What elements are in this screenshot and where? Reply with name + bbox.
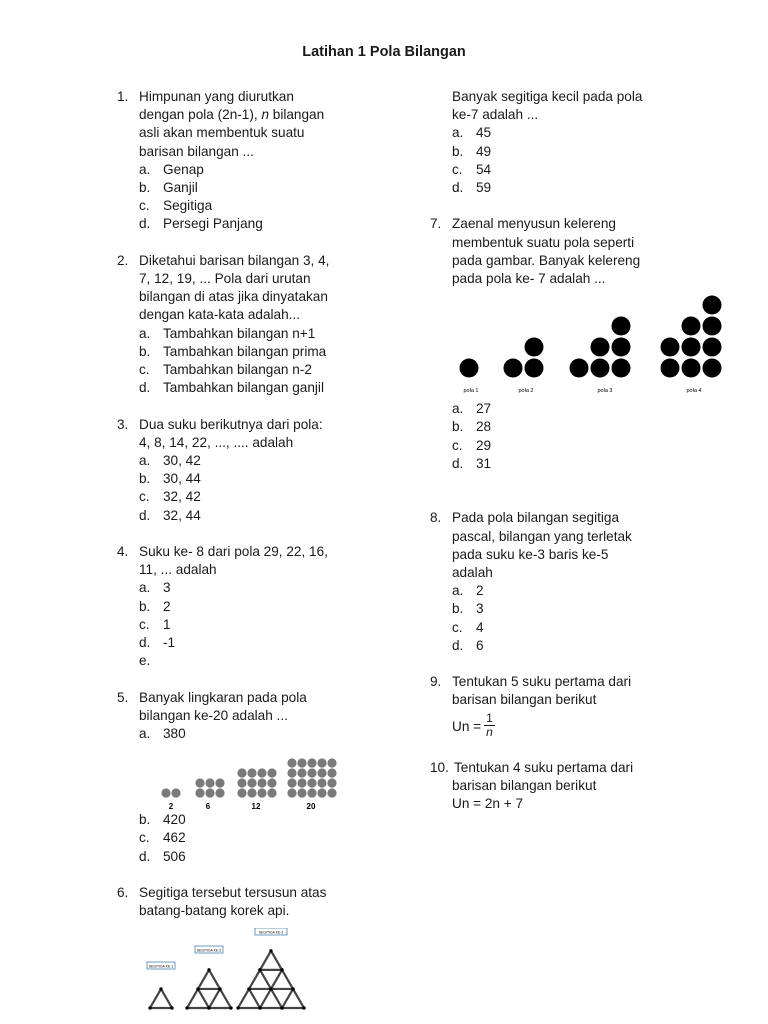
question-text: 7, 12, 19, ... Pola dari urutan <box>139 271 311 287</box>
option: c. 462 <box>139 830 186 846</box>
matchstick-triangle-figure <box>117 920 407 1004</box>
pattern-circle <box>205 789 214 798</box>
pattern-circle <box>327 769 336 778</box>
marble <box>504 359 523 378</box>
marble <box>612 338 631 357</box>
figure-label: 2 <box>168 802 174 812</box>
option: d. 506 <box>139 848 186 864</box>
match-head <box>280 1007 283 1010</box>
pattern-circle <box>161 789 170 798</box>
option: b. 49 <box>452 143 492 159</box>
pattern-circle <box>195 789 204 798</box>
matchstick <box>209 970 220 989</box>
matchstick <box>220 989 231 1008</box>
pattern-circle <box>257 779 266 788</box>
pattern-circle <box>267 779 276 788</box>
figure-label: 6 <box>205 802 211 812</box>
marble <box>703 359 722 378</box>
question-6-continued <box>430 88 720 197</box>
question-text: adalah <box>452 565 493 581</box>
pattern-circle <box>317 769 326 778</box>
match-head <box>258 1007 261 1010</box>
option: a. 30, 42 <box>139 453 201 469</box>
pattern-circle <box>205 779 214 788</box>
figure-label: SEGITIGA KE-2 <box>196 948 222 953</box>
question-4 <box>117 543 407 670</box>
question-number: 4. <box>117 544 129 560</box>
option: b. 420 <box>139 812 186 828</box>
fraction: $\frac{1}{n}$ <box>486 710 493 739</box>
marble <box>460 359 479 378</box>
match-head <box>247 988 250 991</box>
question-7 <box>430 215 720 288</box>
question-2 <box>117 252 407 398</box>
question-5-rest <box>117 811 407 866</box>
match-head <box>159 988 162 991</box>
question-3 <box>117 416 407 525</box>
option: c. Segitiga <box>139 198 213 214</box>
option: c. 4 <box>452 619 484 635</box>
question-10 <box>430 759 720 814</box>
marble-pattern-figure <box>430 288 720 400</box>
matchstick <box>198 970 209 989</box>
question-number: 10. <box>430 759 449 775</box>
marble <box>612 317 631 336</box>
pattern-circle <box>215 789 224 798</box>
question-text: asli akan membentuk suatu <box>139 125 305 141</box>
matchstick <box>249 970 260 989</box>
question-text: bilangan di atas jika dinyatakan <box>139 289 328 305</box>
option: d. -1 <box>139 635 176 651</box>
match-head <box>185 1007 188 1010</box>
question-text: batang-batang korek api. <box>139 903 290 919</box>
question-5 <box>117 689 407 744</box>
option: a. 2 <box>452 583 484 599</box>
match-head <box>291 988 294 991</box>
question-text: Pada pola bilangan segitiga <box>452 510 620 526</box>
match-head <box>207 1007 210 1010</box>
question-8 <box>430 509 720 655</box>
match-head <box>207 969 210 972</box>
marble <box>661 359 680 378</box>
question-text: barisan bilangan berikut <box>452 692 597 708</box>
pattern-circle <box>247 769 256 778</box>
pattern-circle <box>171 789 180 798</box>
pattern-circle <box>307 779 316 788</box>
option: d. 31 <box>452 455 492 471</box>
matchstick <box>187 989 198 1008</box>
circle-pattern-figure <box>117 743 407 811</box>
question-text: Banyak segitiga kecil pada pola <box>452 89 643 104</box>
question-text: Tentukan 4 suku pertama dari <box>454 759 634 775</box>
pattern-circle <box>307 789 316 798</box>
option: c. 29 <box>452 437 492 453</box>
pattern-circle <box>307 759 316 768</box>
pattern-circle <box>327 759 336 768</box>
pattern-circle <box>237 779 246 788</box>
pattern-circle <box>297 769 306 778</box>
option: b. 30, 44 <box>139 471 201 487</box>
matchstick <box>293 989 304 1008</box>
pattern-circle <box>297 779 306 788</box>
question-number: 9. <box>430 674 442 690</box>
pattern-circle <box>267 789 276 798</box>
question-text: ke-7 adalah ... <box>452 107 539 123</box>
match-head <box>269 988 272 991</box>
question-text: pascal, bilangan yang terletak <box>452 528 632 544</box>
pattern-circle <box>317 779 326 788</box>
question-number: 1. <box>117 89 129 104</box>
pattern-circle <box>297 789 306 798</box>
question-text: Tentukan 5 suku pertama dari <box>452 674 632 690</box>
marble <box>682 359 701 378</box>
question-number: 2. <box>117 252 129 268</box>
option: a. 380 <box>139 726 186 742</box>
matchstick-triangles <box>148 950 305 1010</box>
option: b. 28 <box>452 419 492 435</box>
question-text: barisan bilangan ... <box>139 143 254 159</box>
question-number: 6. <box>117 885 129 901</box>
question-text: 11, ... adalah <box>139 562 217 578</box>
pattern-circle <box>287 759 296 768</box>
marble <box>525 338 544 357</box>
circle-groups <box>161 759 336 798</box>
matchstick <box>249 989 260 1008</box>
option: c. Tambahkan bilangan n-2 <box>139 362 312 378</box>
question-text: pada suku ke-3 baris ke-5 <box>452 546 609 562</box>
page-title: Latihan 1 Pola Bilangan <box>302 44 466 60</box>
matchstick <box>198 989 209 1008</box>
pattern-circle <box>287 779 296 788</box>
question-text: dengan kata-kata adalah... <box>139 307 300 323</box>
match-head <box>218 988 221 991</box>
option: d. Persegi Panjang <box>139 216 263 232</box>
marble <box>570 359 589 378</box>
option: b. Tambahkan bilangan prima <box>139 343 327 359</box>
pattern-circle <box>257 789 266 798</box>
pattern-circle <box>317 759 326 768</box>
figure-label: pola 2 <box>518 388 534 395</box>
formula: Un = $\frac{1}{n}$ <box>452 710 493 739</box>
option: c. 1 <box>139 616 171 632</box>
option: d. 59 <box>452 180 492 196</box>
pattern-circle <box>247 789 256 798</box>
question-text: Dua suku berikutnya dari pola: <box>139 416 323 432</box>
figure-label: SEGITIGA KE-1 <box>148 964 174 969</box>
matchstick <box>271 970 282 989</box>
option: d. 32, 44 <box>139 507 201 523</box>
matchstick <box>260 989 271 1008</box>
marble <box>682 317 701 336</box>
matchstick <box>282 989 293 1008</box>
option: c. 32, 42 <box>139 489 201 505</box>
option: b. 3 <box>452 601 484 617</box>
circle-pattern-svg <box>161 747 421 815</box>
marble <box>591 338 610 357</box>
match-head <box>302 1007 305 1010</box>
pattern-circle <box>307 769 316 778</box>
figure-label: 12 <box>251 802 261 812</box>
marble <box>703 317 722 336</box>
matchstick <box>282 970 293 989</box>
question-text: 4, 8, 14, 22, ..., .... adalah <box>139 434 294 450</box>
question-6 <box>117 884 407 920</box>
figure-label: 20 <box>306 802 316 812</box>
pattern-circle <box>237 789 246 798</box>
question-number: 3. <box>117 416 129 432</box>
option: d. Tambahkan bilangan ganjil <box>139 380 324 396</box>
question-text: Suku ke- 8 dari pola 29, 22, 16, <box>139 544 328 560</box>
question-7-options <box>430 400 720 473</box>
matchstick <box>238 989 249 1008</box>
pattern-circle <box>297 759 306 768</box>
question-number: 8. <box>430 510 442 526</box>
matchstick <box>260 970 271 989</box>
pattern-circle <box>257 769 266 778</box>
option: b. 2 <box>139 598 171 614</box>
question-text: dengan pola (2n-1), n bilangan <box>139 107 325 123</box>
option: a. Tambahkan bilangan n+1 <box>139 325 316 341</box>
question-text: pada gambar. Banyak kelereng <box>452 252 641 268</box>
question-1 <box>117 88 407 234</box>
matchstick <box>271 989 282 1008</box>
pattern-circle <box>317 789 326 798</box>
match-head <box>280 969 283 972</box>
marble <box>612 359 631 378</box>
figure-label: pola 4 <box>686 388 702 395</box>
question-text: Himpunan yang diurutkan <box>139 89 294 104</box>
option: e. <box>139 653 151 669</box>
match-head <box>258 969 261 972</box>
question-number: 5. <box>117 689 129 705</box>
pattern-circle <box>267 769 276 778</box>
marble-groups <box>460 296 722 378</box>
question-text: Un = 2n + 7 <box>452 796 524 812</box>
option: b. Ganjil <box>139 180 198 196</box>
question-text: Zaenal menyusun kelereng <box>452 216 616 232</box>
question-text: membentuk suatu pola seperti <box>452 234 635 250</box>
pattern-circle <box>327 779 336 788</box>
figure-label: pola 3 <box>597 388 613 395</box>
match-head <box>148 1007 151 1010</box>
left-column <box>117 88 407 1004</box>
marble-svg <box>430 288 730 400</box>
right-column <box>430 88 720 813</box>
figure-label: SEGITIGA KE-3 <box>258 930 284 935</box>
figure-label: pola 1 <box>463 388 479 395</box>
match-head <box>196 988 199 991</box>
pattern-circle <box>195 779 204 788</box>
marble <box>703 338 722 357</box>
matchstick <box>271 951 282 970</box>
option: c. 54 <box>452 161 492 177</box>
match-head <box>269 950 272 953</box>
match-head <box>236 1007 239 1010</box>
question-text: pada pola ke- 7 adalah ... <box>452 271 606 287</box>
matchstick <box>260 951 271 970</box>
question-text: bilangan ke-20 adalah ... <box>139 707 288 723</box>
matchstick <box>161 989 172 1008</box>
question-text: Segitiga tersebut tersusun atas <box>139 885 327 901</box>
marble <box>682 338 701 357</box>
match-head <box>229 1007 232 1010</box>
question-text: Banyak lingkaran pada pola <box>139 689 307 705</box>
matchstick <box>150 989 161 1008</box>
marble <box>661 338 680 357</box>
option: a. 27 <box>452 401 492 417</box>
question-text: barisan bilangan berikut <box>452 778 597 794</box>
pattern-circle <box>327 789 336 798</box>
pattern-circle <box>287 769 296 778</box>
option: d. 6 <box>452 637 484 653</box>
matchstick-svg <box>145 928 325 1012</box>
pattern-circle <box>215 779 224 788</box>
option: a. Genap <box>139 161 204 177</box>
question-text: Diketahui barisan bilangan 3, 4, <box>139 252 330 268</box>
option: a. 45 <box>452 125 492 141</box>
option: a. 3 <box>139 580 171 596</box>
question-number: 7. <box>430 216 442 232</box>
matchstick <box>209 989 220 1008</box>
pattern-circle <box>247 779 256 788</box>
marble <box>703 296 722 315</box>
match-head <box>170 1007 173 1010</box>
pattern-circle <box>287 789 296 798</box>
pattern-circle <box>237 769 246 778</box>
marble <box>525 359 544 378</box>
question-9 <box>430 673 720 740</box>
marble <box>591 359 610 378</box>
